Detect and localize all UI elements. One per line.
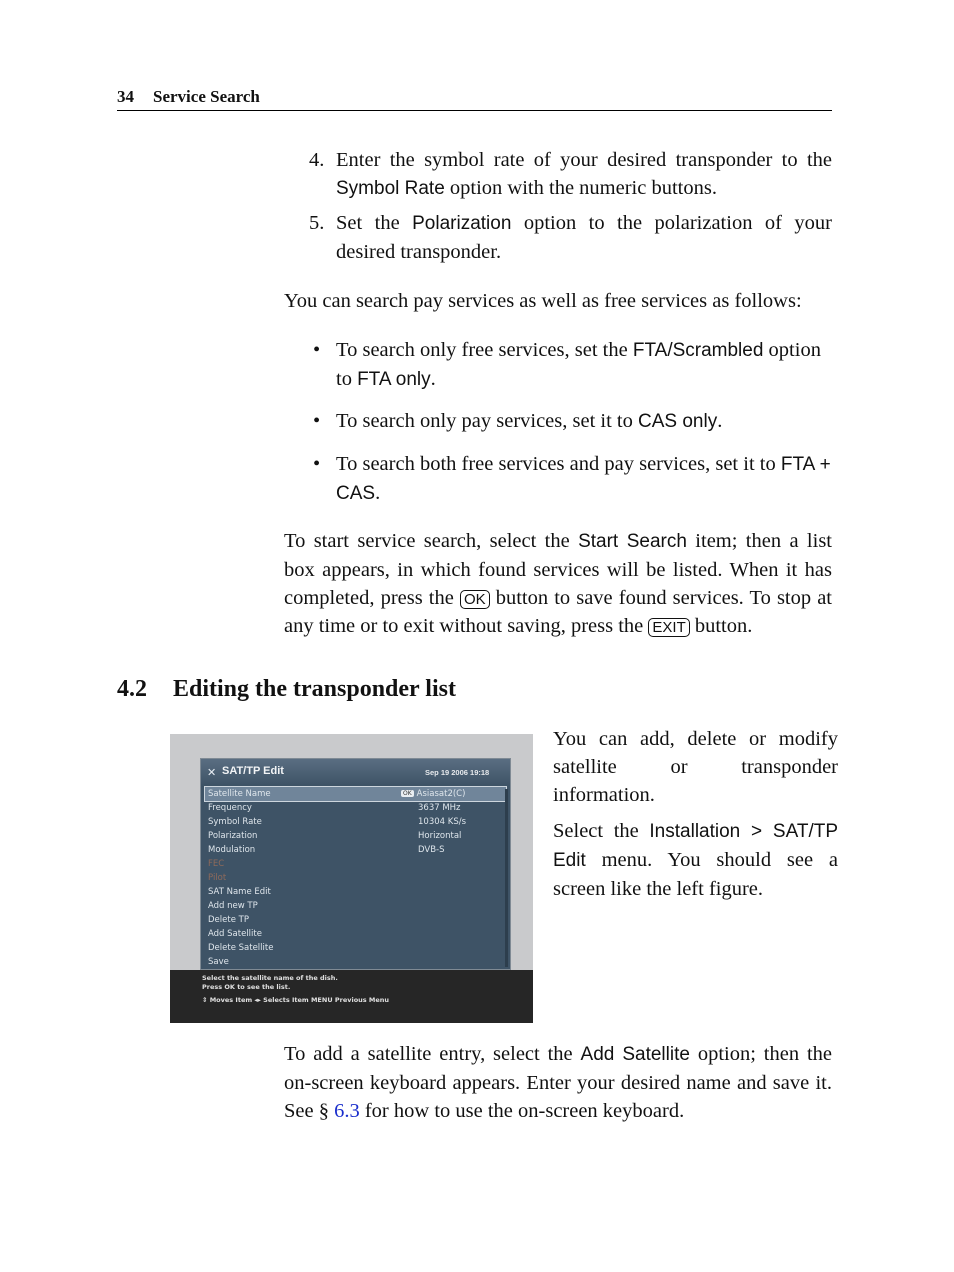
start-search-item: Start Search (578, 531, 687, 552)
menu-row[interactable] (205, 913, 506, 927)
text-run: item; then a list box appears, in which found services will be listed. When it has completed, press the (284, 530, 832, 609)
row-value: 3637 MHz (418, 803, 461, 813)
row-label: Delete Satellite (208, 943, 274, 953)
option-name: CAS only (638, 411, 718, 432)
window-title-bar (201, 759, 510, 785)
text-run: option to (336, 339, 821, 390)
row-label: Frequency (208, 803, 252, 813)
add-satellite-item: Add Satellite (580, 1044, 690, 1065)
chapter-title: Service Search (153, 87, 260, 106)
help-line-3: ⇕ Moves Item ◂▸ Selects Item MENU Previous Menu (202, 996, 390, 1004)
row-label: Add new TP (208, 901, 258, 911)
menu-rows (205, 787, 506, 969)
option-name: FTA only (357, 369, 431, 390)
step-number: 4. (309, 149, 325, 171)
bullet-dot: • (313, 339, 321, 361)
step-number: 5. (309, 212, 325, 234)
sat-tp-edit-screenshot (170, 734, 533, 1023)
row-label: FEC (208, 859, 225, 869)
sat-tp-edit-window (200, 758, 511, 970)
text-run: button. (689, 615, 753, 637)
text-run: Enter the symbol rate of your desired transponder to the (336, 149, 832, 171)
menu-row[interactable] (205, 927, 506, 941)
row-label: Polarization (208, 831, 258, 841)
scrollbar (505, 789, 508, 967)
row-label: Delete TP (208, 915, 249, 925)
row-value: Horizontal (418, 831, 462, 841)
text-run: . (375, 482, 381, 504)
row-label: Pilot (208, 873, 227, 883)
row-label: Add Satellite (208, 929, 262, 939)
side-paragraph-2 (553, 817, 838, 903)
text-run: To start service search, select the (284, 530, 579, 552)
section-number: 4.2 (117, 676, 147, 702)
text-run: Select the (553, 820, 650, 842)
option-name: FTA/Scrambled (632, 340, 764, 361)
row-value: DVB-S (418, 845, 445, 855)
menu-row[interactable] (205, 885, 506, 899)
add-satellite-paragraph (284, 1040, 832, 1125)
menu-row[interactable] (205, 787, 506, 801)
bullet-dot: • (313, 410, 321, 432)
row-label: SAT Name Edit (208, 887, 271, 897)
option-name: Polarization (412, 213, 512, 234)
help-bar (170, 970, 533, 1023)
row-label: Modulation (208, 845, 256, 855)
page-number: 34 (117, 87, 134, 106)
menu-row[interactable] (205, 941, 506, 955)
step-5 (309, 209, 832, 265)
text-run: option to the polarization of your desired transponder. (336, 212, 832, 263)
row-value: OK Asiasat2(C) (403, 789, 466, 799)
ok-key: OK (460, 590, 490, 609)
side-paragraph-1: You can add, delete or modify satellite or transponder information. (553, 728, 838, 806)
row-label: Satellite Name (208, 789, 271, 799)
menu-row[interactable] (205, 955, 506, 969)
text-run: Set the (336, 212, 413, 234)
bullet-dot: • (313, 453, 321, 475)
help-line-2: Press OK to see the list. (202, 983, 291, 991)
menu-row[interactable] (205, 899, 506, 913)
text-run: To add a satellite entry, select the (284, 1043, 581, 1065)
text-run: To search both free services and pay services, set it to (336, 453, 781, 475)
menu-row[interactable] (205, 829, 506, 843)
row-label: Symbol Rate (208, 817, 262, 827)
bullet-text (336, 336, 832, 394)
running-header (117, 86, 832, 111)
help-line-1: Select the satellite name of the dish. (202, 974, 338, 982)
menu-path: Installation > SAT/TP Edit (553, 821, 839, 871)
text-run: button to save found services. To stop at any time or to exit without saving, press the (284, 587, 832, 637)
date-time: Sep 19 2006 19:18 (425, 768, 490, 777)
step-4 (309, 146, 832, 202)
text-run: option with the numeric buttons. (444, 177, 717, 199)
option-name: FTA + CAS (336, 454, 831, 504)
text-run: To search only free services, set the (336, 339, 633, 361)
start-search-paragraph (284, 527, 832, 640)
step-text (336, 209, 832, 266)
bullet-text (336, 450, 832, 508)
exit-key: EXIT (648, 618, 689, 637)
row-label: Save (208, 957, 229, 967)
text-run: . (430, 368, 436, 390)
menu-row[interactable] (205, 843, 506, 857)
intro-paragraph: You can search pay services as well as free services as follows: (284, 290, 802, 312)
text-run: menu. You should see a screen like the left figure. (553, 849, 838, 900)
text-run: for how to use the on-screen keyboard. (359, 1100, 685, 1122)
section-link[interactable]: 6.3 (334, 1100, 360, 1122)
text-run: . (717, 410, 723, 432)
bullet-text (336, 407, 832, 436)
step-text (336, 146, 832, 203)
section-title: Editing the transponder list (173, 676, 456, 702)
text-run: option; then the on-screen keyboard appears. Enter your desired name and save it. See § (284, 1043, 832, 1122)
ok-badge: OK (403, 790, 412, 797)
window-title: SAT/TP Edit (222, 765, 284, 777)
menu-row[interactable] (205, 871, 506, 885)
option-name: Symbol Rate (336, 178, 445, 199)
text-run: To search only pay services, set it to (336, 410, 638, 432)
menu-row[interactable] (205, 857, 506, 871)
satellite-icon: ✕ (207, 766, 217, 779)
row-value: 10304 KS/s (418, 817, 467, 827)
menu-row[interactable] (205, 815, 506, 829)
menu-row[interactable] (205, 801, 506, 815)
